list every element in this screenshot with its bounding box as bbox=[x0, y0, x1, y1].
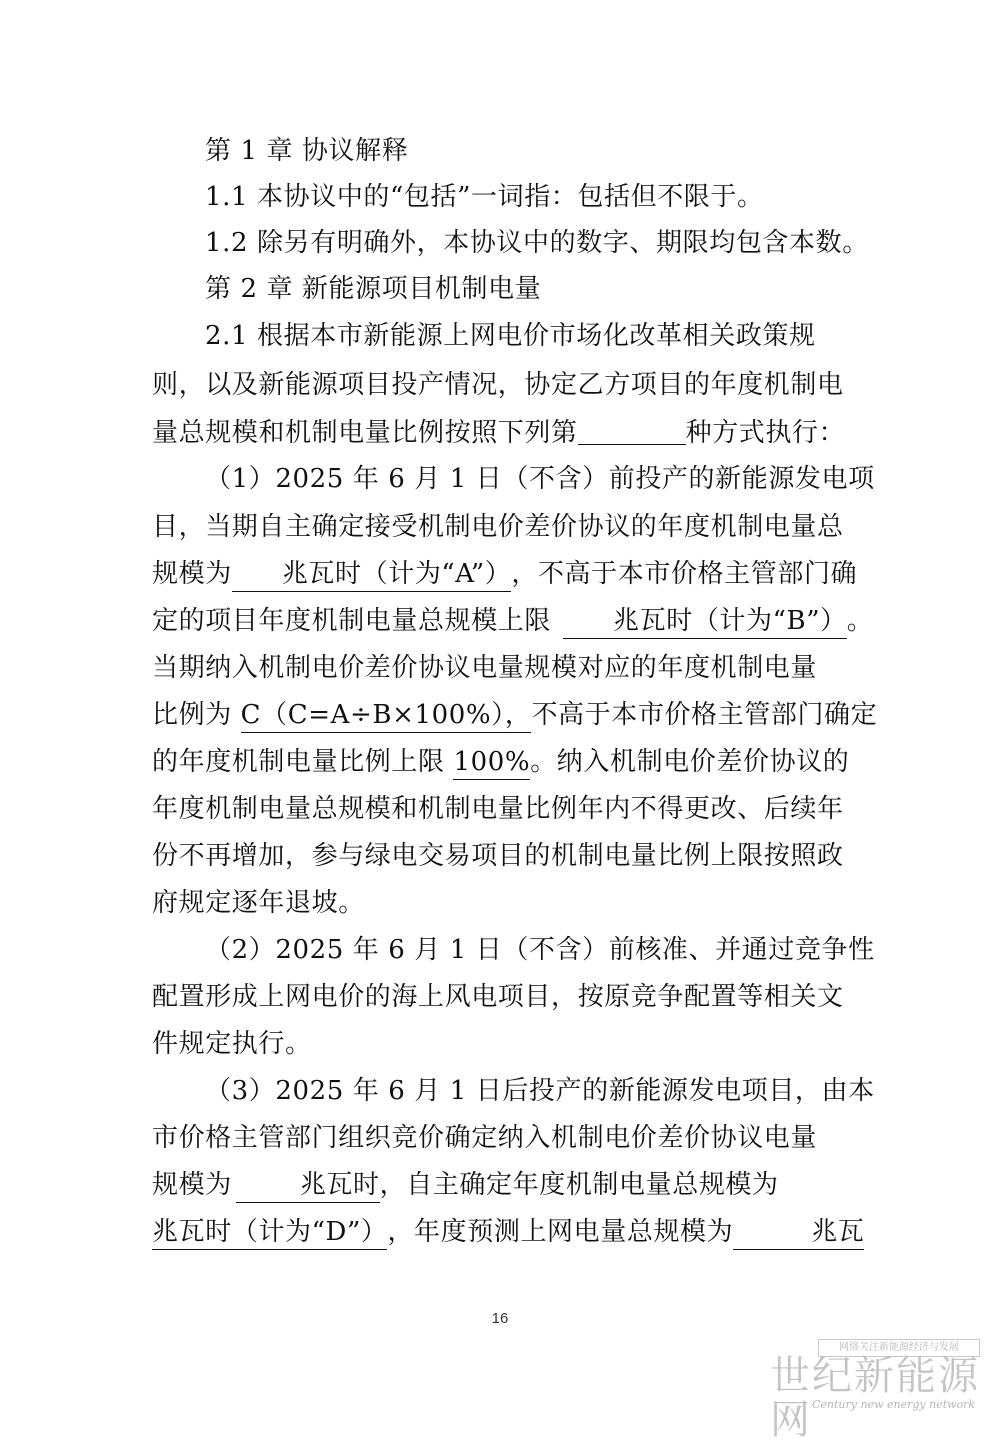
line-text: 目，当期自主确定接受机制电价差价协议的年度机制电量总 bbox=[152, 512, 844, 542]
clause-2-1-line3 bbox=[0, 413, 1000, 453]
watermark-tagline: 网络关注新能源经济与发展 bbox=[818, 1339, 980, 1357]
underlined-field: 兆瓦时 bbox=[236, 1168, 380, 1203]
chapter-2-heading bbox=[0, 269, 1000, 309]
line-text: 2.1 根据本市新能源上网电价市场化改革相关政策规 bbox=[205, 321, 816, 351]
line-text: 配置形成上网电价的海上风电项目，按原竞争配置等相关文 bbox=[152, 982, 844, 1012]
item-1-line9 bbox=[0, 836, 1000, 876]
line-text: （2）2025 年 6 月 1 日（不含）前核准、并通过竞争性 bbox=[205, 935, 875, 965]
line-text: ，不高于本市价格主管部门确 bbox=[511, 559, 858, 589]
item-1-line8 bbox=[0, 789, 1000, 829]
clause-1-1 bbox=[0, 177, 1000, 217]
item-1-line7 bbox=[0, 742, 1000, 782]
watermark-subtitle: Century new energy network bbox=[812, 1398, 976, 1411]
blank-field bbox=[578, 414, 686, 445]
line-text: 的年度机制电量比例上限 bbox=[152, 747, 454, 777]
line-text: 当期纳入机制电价差价协议电量规模对应的年度机制电量 bbox=[152, 653, 818, 683]
line-text: ，年度预测上网电量总规模为 bbox=[387, 1217, 734, 1247]
watermark-logo: 世纪新能源网 bbox=[770, 1353, 980, 1443]
underlined-field: 兆瓦时（计为“B”） bbox=[563, 604, 847, 639]
line-text: 第 2 章 新能源项目机制电量 bbox=[205, 274, 542, 304]
line-text: 市价格主管部门组织竞价确定纳入机制电价差价协议电量 bbox=[152, 1123, 818, 1153]
line-text: 。 bbox=[846, 606, 874, 636]
line-text: 件规定执行。 bbox=[152, 1029, 312, 1059]
line-text: 种方式执行： bbox=[685, 418, 846, 448]
line-text: 量总规模和机制电量比例按照下列第 bbox=[152, 418, 578, 448]
line-text: 比例为 bbox=[152, 700, 241, 730]
underlined-field: 100% bbox=[453, 745, 530, 780]
item-3-line3 bbox=[0, 1165, 1000, 1205]
line-text: 1.1 本协议中的“包括”一词指：包括但不限于。 bbox=[205, 182, 764, 212]
item-2-line2 bbox=[0, 977, 1000, 1017]
line-text: 规模为 bbox=[152, 1170, 232, 1200]
underlined-field: 兆瓦时（计为“D”） bbox=[152, 1215, 387, 1250]
item-1-line4 bbox=[0, 601, 1000, 641]
line-text: 年度机制电量总规模和机制电量比例年内不得更改、后续年 bbox=[152, 794, 844, 824]
item-3-line2 bbox=[0, 1118, 1000, 1158]
page-number: 16 bbox=[491, 1310, 509, 1327]
line-text: 不高于本市价格主管部门确定 bbox=[531, 700, 878, 730]
item-2-line3 bbox=[0, 1024, 1000, 1064]
line-text: 第 1 章 协议解释 bbox=[205, 136, 409, 166]
item-1-line2 bbox=[0, 507, 1000, 547]
item-2-line1 bbox=[0, 930, 1000, 970]
line-text: 定的项目年度机制电量总规模上限 bbox=[152, 606, 552, 636]
underlined-field: C（C=A÷B×100%）， bbox=[241, 698, 532, 733]
line-text: 。纳入机制电价差价协议的 bbox=[530, 747, 850, 777]
item-1-line10 bbox=[0, 883, 1000, 923]
underlined-field: 兆瓦时（计为“A”） bbox=[232, 557, 512, 592]
item-1-line3 bbox=[0, 554, 1000, 594]
clause-2-1-line1 bbox=[0, 316, 1000, 356]
line-text: ，自主确定年度机制电量总规模为 bbox=[379, 1170, 779, 1200]
item-3-line1 bbox=[0, 1071, 1000, 1111]
line-text: （3）2025 年 6 月 1 日后投产的新能源发电项目，由本 bbox=[205, 1076, 875, 1106]
item-3-line4 bbox=[0, 1212, 1000, 1252]
item-1-line6 bbox=[0, 695, 1000, 735]
underlined-field: 兆瓦 bbox=[733, 1215, 864, 1250]
clause-2-1-line2 bbox=[0, 365, 1000, 405]
clause-1-2 bbox=[0, 223, 1000, 263]
line-text: 则，以及新能源项目投产情况，协定乙方项目的年度机制电 bbox=[152, 370, 844, 400]
line-text: 府规定逐年退坡。 bbox=[152, 888, 365, 918]
line-text: 规模为 bbox=[152, 559, 232, 589]
line-text: 份不再增加，参与绿电交易项目的机制电量比例上限按照政 bbox=[152, 841, 844, 871]
item-1-line1 bbox=[0, 459, 1000, 499]
line-text: 1.2 除另有明确外，本协议中的数字、期限均包含本数。 bbox=[205, 228, 869, 258]
chapter-1-heading bbox=[0, 131, 1000, 171]
line-text: （1）2025 年 6 月 1 日（不含）前投产的新能源发电项 bbox=[205, 464, 875, 494]
item-1-line5 bbox=[0, 648, 1000, 688]
